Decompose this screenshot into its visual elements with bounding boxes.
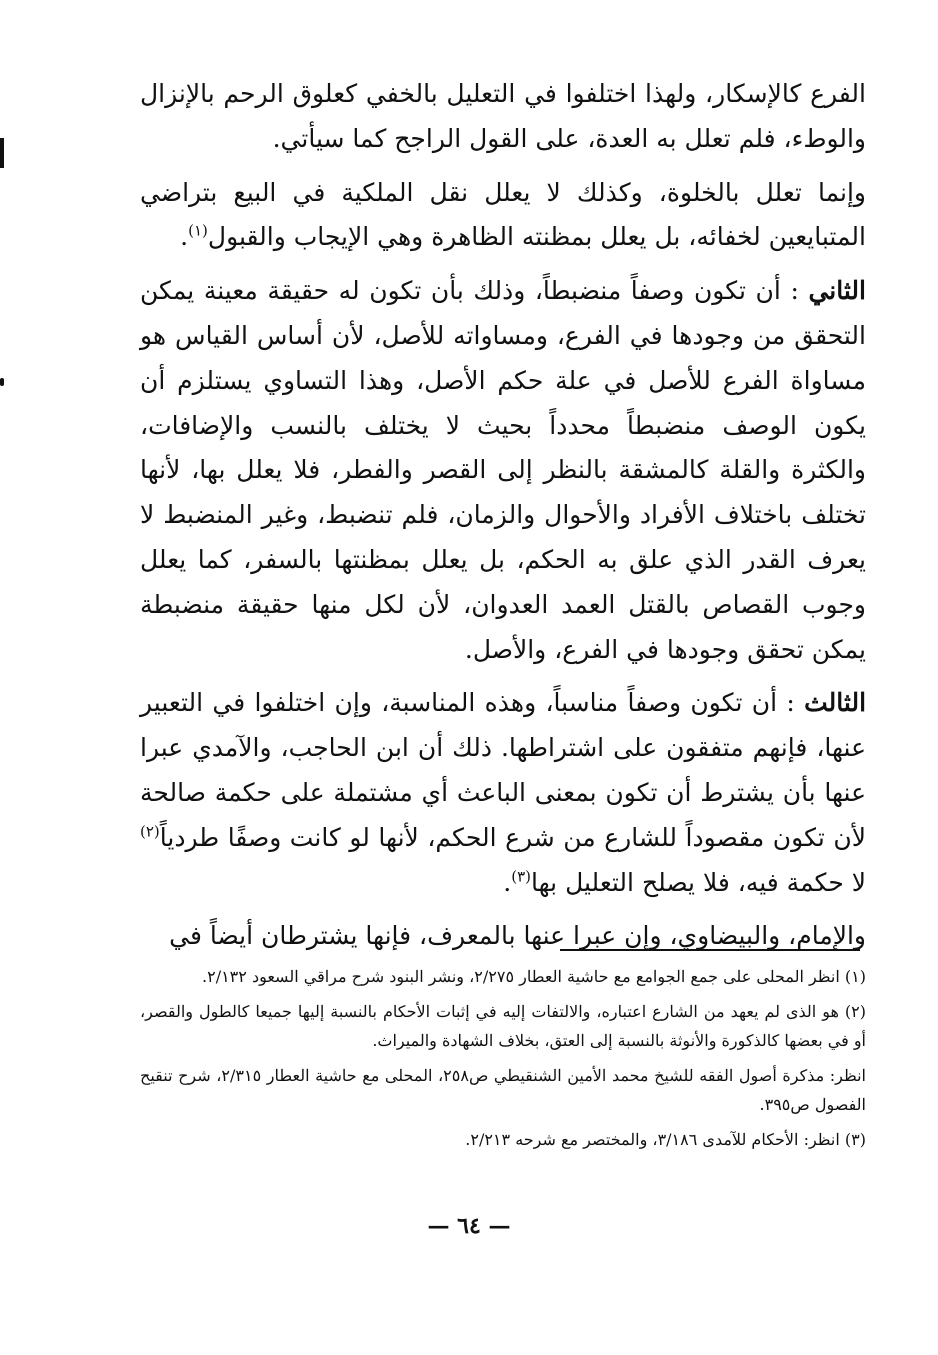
paragraph bbox=[140, 914, 866, 959]
footnote-ref: (٣) bbox=[511, 867, 532, 886]
paragraph-text: الفرع كالإسكار، ولهذا اختلفوا في التعليل بالخفي كعلوق الرحم بالإنزال والوطء، فلم تعلل به العدة، على القول الراجح كما سيأتي. bbox=[140, 79, 866, 153]
footnote: انظر: مذكرة أصول الفقه للشيخ محمد الأمين الشنقيطي ص٢٥٨، المحلى مع حاشية العطار ٢/٣١٥، شرح تنقيح الفصول ص٣٩٥. bbox=[140, 1066, 866, 1114]
footnote-ref: (١) bbox=[188, 222, 208, 241]
main-body-text bbox=[140, 72, 866, 968]
footnote-divider bbox=[560, 949, 860, 951]
footnote: (٣) انظر: الأحكام للآمدى ٣/١٨٦، والمختصر مع شرحه ٢/٢١٣. bbox=[465, 1130, 866, 1149]
page-number: — ٦٤ — bbox=[427, 1213, 511, 1239]
paragraph-text: وإنما تعلل بالخلوة، وكذلك لا يعلل نقل الملكية في البيع بتراضي المتبايعين لخفائه، بل يعلل بمظنته الظاهرة وهي الإيجاب والقبول bbox=[140, 177, 866, 252]
paragraph bbox=[140, 269, 866, 672]
paragraph bbox=[140, 72, 866, 162]
footnote-ref: (٢) bbox=[140, 822, 160, 841]
paragraph-text-continued: لا حكمة فيه، فلا يصلح التعليل بها bbox=[531, 867, 866, 897]
paragraph-end: . bbox=[503, 867, 512, 897]
paragraph-text: : أن تكون وصفاً منضبطاً، وذلك بأن تكون له حقيقة معينة يمكن التحقق من وجودها في الفرع، ومساواته للأصل، لأن أساس القياس هو مساواة الفرع للأصل في علة حكم الأصل، وهذا التساوي يستلزم أن يكون الوصف منضبطاً محدداً بحيث لا يختلف بالنسب والإضافات، والكثرة والقلة كالمشقة بالنظر إلى القصر والفطر، فلا يعلل بها، لأنها تختلف باختلاف الأفراد والأحوال والزمان، فلم تنضبط، وغير المنضبط لا يعرف القدر الذي علق به الحكم، بل يعلل بمظنتها بالسفر، كما يعلل وجوب القصاص بالقتل العمد العدوان، لأن لكل منها حقيقة منضبطة يمكن تحقق وجودها في الفرع، والأصل. bbox=[140, 276, 866, 664]
paragraph-text: والإمام، والبيضاوي، وإن عبرا عنها بالمعرف، فإنها يشترطان أيضاً في bbox=[169, 921, 866, 951]
footnotes bbox=[140, 962, 866, 1160]
paragraph-lead-word: الثالث bbox=[804, 688, 867, 718]
footnote: (١) انظر المحلى على جمع الجوامع مع حاشية العطار ٢/٢٧٥، ونشر البنود شرح مراقي السعود ٢/١٣٢. bbox=[202, 967, 866, 986]
paragraph bbox=[140, 681, 866, 905]
paragraph-lead-word: الثاني bbox=[808, 276, 866, 306]
paragraph-end: . bbox=[180, 222, 189, 252]
scan-edge-dot bbox=[0, 378, 4, 386]
paragraph bbox=[140, 171, 866, 261]
scan-edge-mark bbox=[0, 138, 4, 168]
footnote: (٢) هو الذى لم يعهد من الشارع اعتباره، والالتفات إليه في إثبات الأحكام بالنسبة إليها جميعا كالطول والقصر، أو في بعضها كالذكورة والأنوثة بالنسبة إلى العتق، بخلاف الشهادة والميراث. bbox=[140, 1002, 866, 1050]
paragraph-text: : أن تكون وصفاً مناسباً، وهذه المناسبة، وإن اختلفوا في التعبير عنها، فإنهم متفقون على اشتراطها. ذلك أن ابن الحاجب، والآمدي عبرا عنها بأن يشترط أن تكون بمعنى الباعث أي مشتملة على حكمة صالحة لأن تكون مقصوداً للشارع من شرع الحكم، لأنها لو كانت وصفًا طردياً bbox=[140, 688, 866, 852]
